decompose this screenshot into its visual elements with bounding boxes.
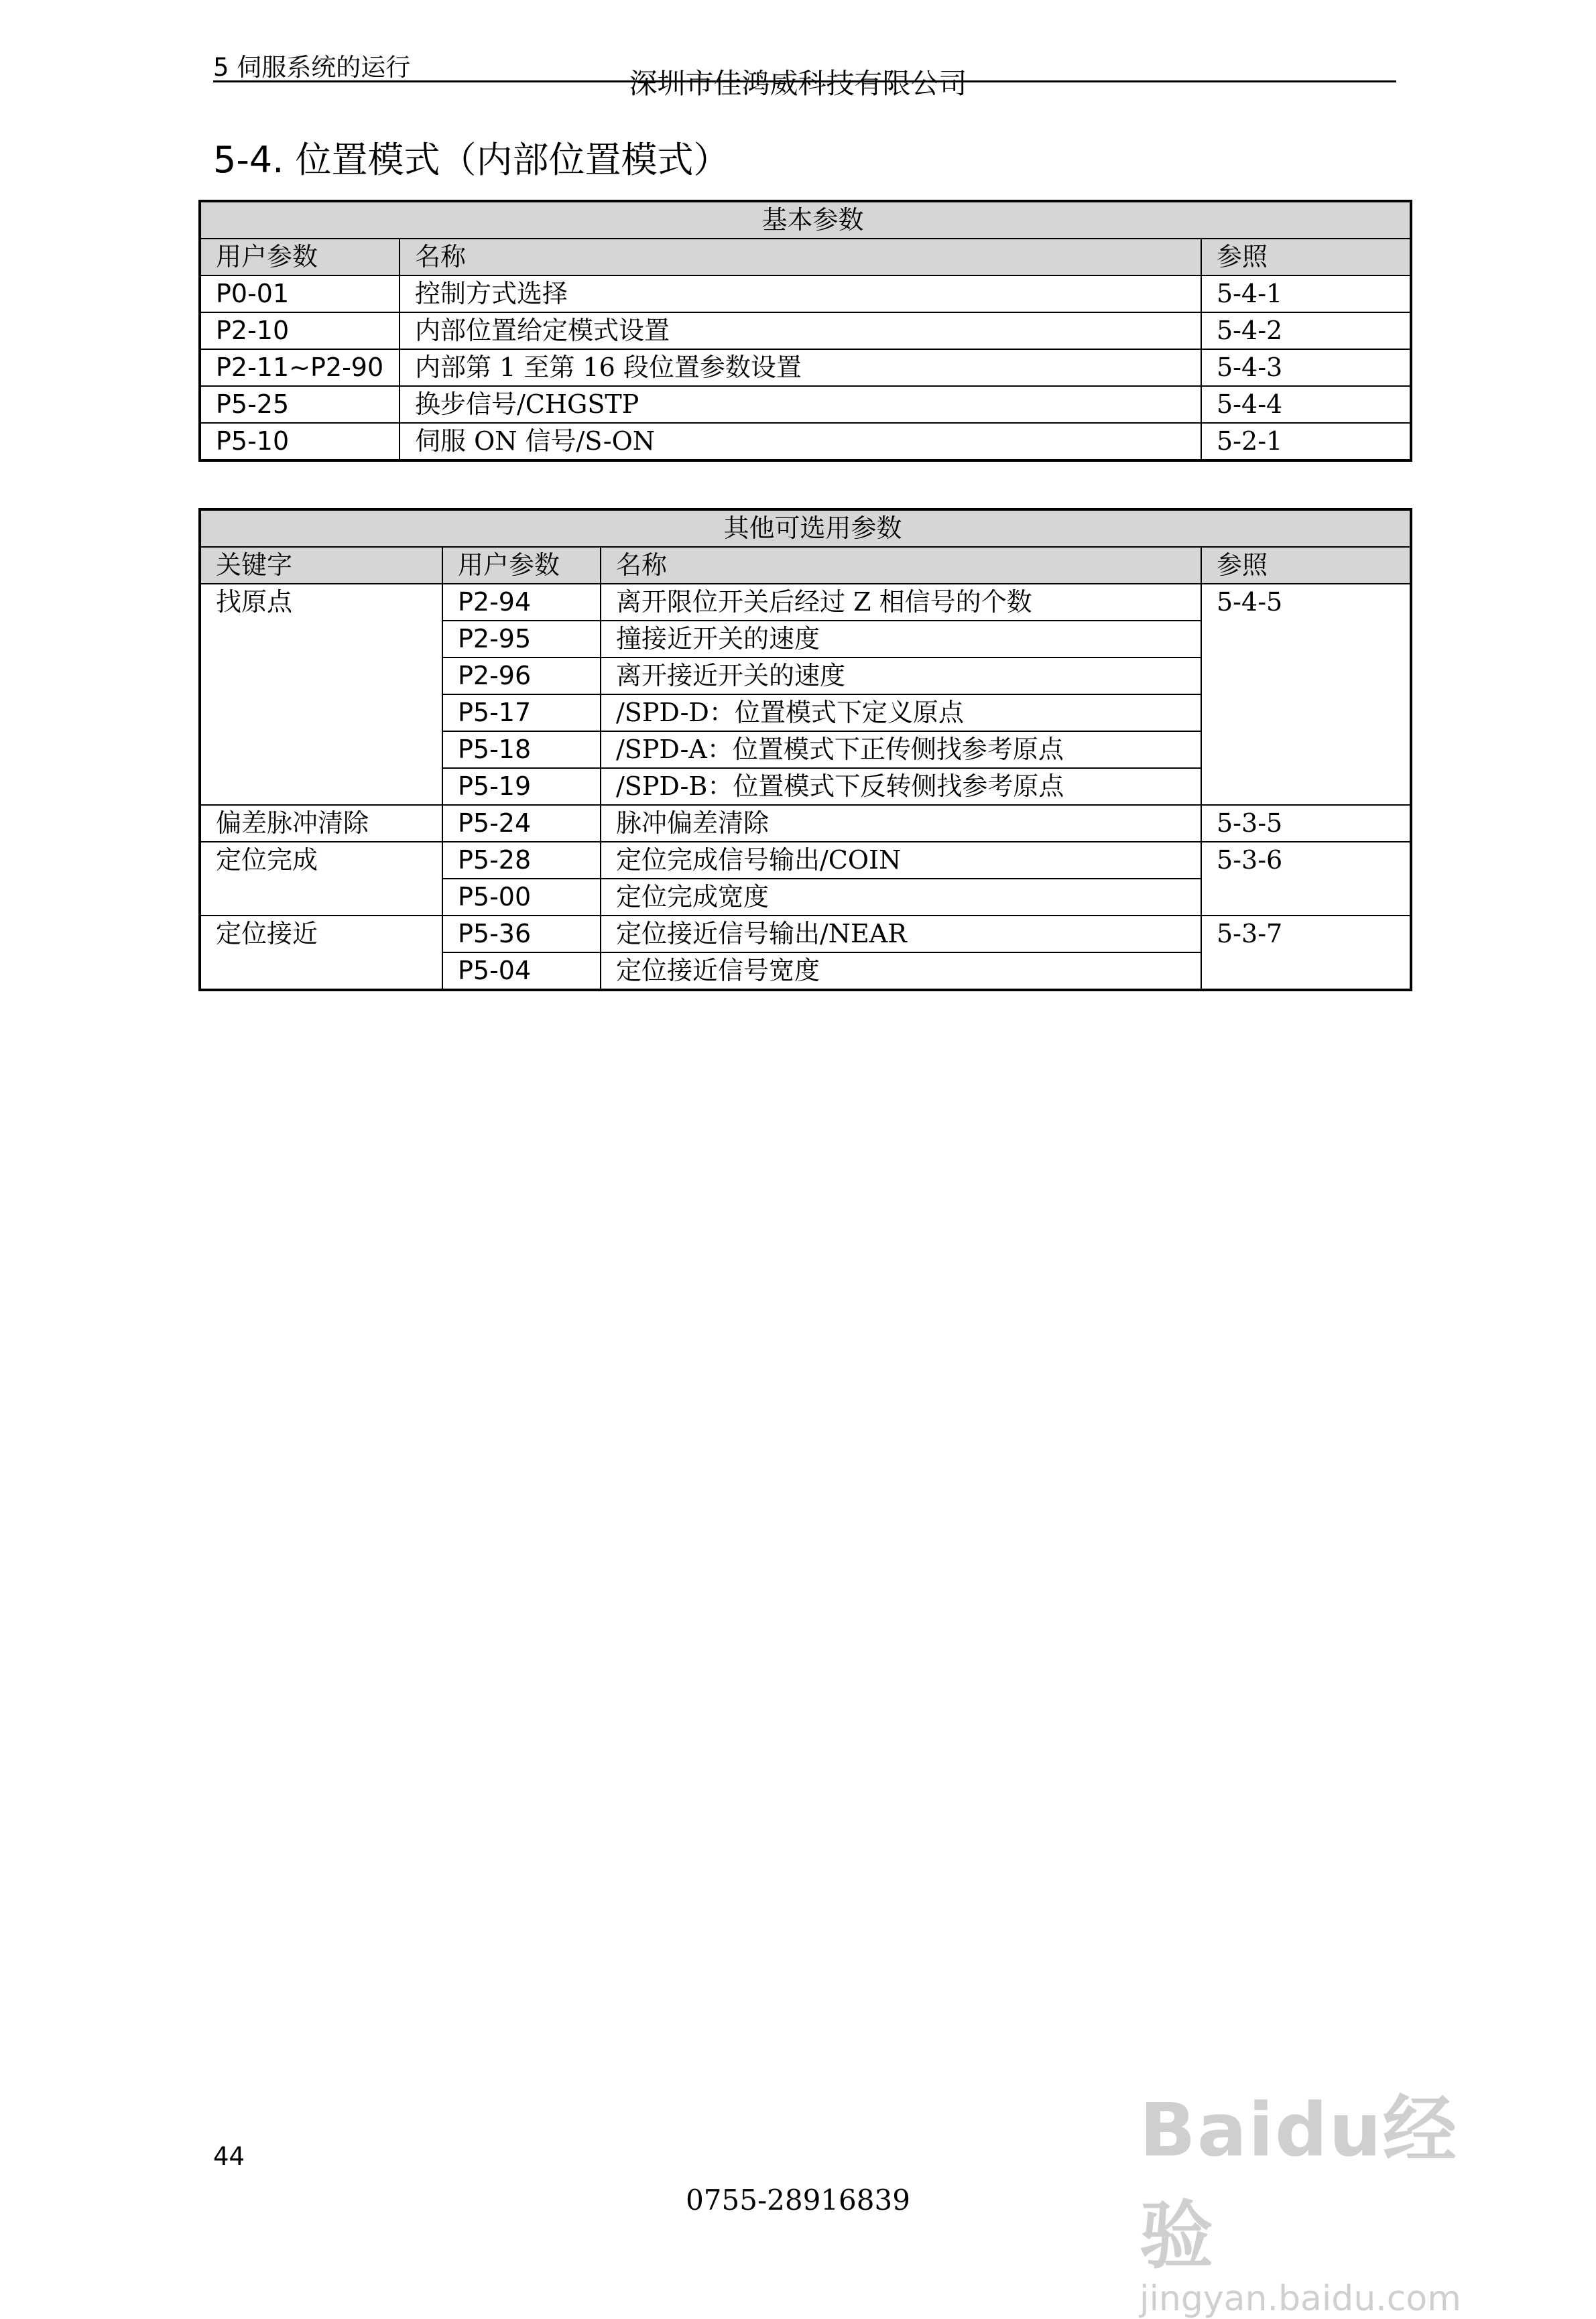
column-header: 名称 (400, 239, 1201, 275)
table-row (200, 842, 1411, 879)
keyword-cell: 定位完成 (200, 842, 442, 916)
param-name-cell: 内部位置给定模式设置 (400, 312, 1201, 349)
page-number: 44 (213, 2142, 245, 2171)
param-code-cell: P5-17 (442, 694, 601, 731)
param-code-cell: P5-04 (442, 952, 601, 990)
param-code-cell: P5-18 (442, 731, 601, 768)
column-header: 用户参数 (200, 239, 400, 275)
reference-cell: 5-3-6 (1201, 842, 1411, 916)
table-row (200, 916, 1411, 952)
param-name-cell: /SPD-B：位置模式下反转侧找参考原点 (601, 768, 1201, 805)
reference-cell: 5-4-4 (1201, 386, 1411, 423)
column-header: 用户参数 (442, 547, 601, 584)
keyword-cell: 偏差脉冲清除 (200, 805, 442, 842)
section-title: 5-4. 位置模式（内部位置模式） (213, 139, 730, 181)
param-name-cell: 撞接近开关的速度 (601, 621, 1201, 657)
param-name-cell: /SPD-D：位置模式下定义原点 (601, 694, 1201, 731)
watermark-url: jingyan.baidu.com (1140, 2279, 1461, 2319)
table-row (200, 349, 1411, 386)
table-row (200, 584, 1411, 621)
reference-cell: 5-4-3 (1201, 349, 1411, 386)
table-title-row (200, 509, 1411, 547)
keyword-cell: 定位接近 (200, 916, 442, 990)
param-name-cell: 离开接近开关的速度 (601, 657, 1201, 694)
param-code-cell: P2-94 (442, 584, 601, 621)
baidu-watermark (1140, 2071, 1515, 2319)
param-code-cell: P2-10 (200, 312, 400, 349)
param-name-cell: /SPD-A：位置模式下正传侧找参考原点 (601, 731, 1201, 768)
reference-cell: 5-4-2 (1201, 312, 1411, 349)
param-name-cell: 离开限位开关后经过 Z 相信号的个数 (601, 584, 1201, 621)
table-row (200, 386, 1411, 423)
table-row (200, 275, 1411, 312)
table-title: 其他可选用参数 (200, 509, 1411, 547)
table-header-row (200, 547, 1411, 584)
param-name-cell: 换步信号/CHGSTP (400, 386, 1201, 423)
header-divider (213, 80, 1396, 82)
reference-cell: 5-4-5 (1201, 584, 1411, 805)
param-code-cell: P5-19 (442, 768, 601, 805)
column-header: 关键字 (200, 547, 442, 584)
param-code-cell: P5-36 (442, 916, 601, 952)
param-name-cell: 定位接近信号宽度 (601, 952, 1201, 990)
param-name-cell: 定位完成信号输出/COIN (601, 842, 1201, 879)
basic-parameters-table (198, 200, 1412, 462)
table-row (200, 805, 1411, 842)
param-code-cell: P2-11~P2-90 (200, 349, 400, 386)
chapter-header: 5 伺服系统的运行 (213, 53, 411, 82)
table-header-row (200, 239, 1411, 275)
table-row (200, 423, 1411, 460)
reference-cell: 5-3-5 (1201, 805, 1411, 842)
param-name-cell: 控制方式选择 (400, 275, 1201, 312)
param-code-cell: P5-00 (442, 879, 601, 916)
table-title-row (200, 201, 1411, 239)
company-name: 深圳市佳鸿威科技有限公司 (629, 67, 967, 100)
table-row (200, 312, 1411, 349)
param-code-cell: P5-25 (200, 386, 400, 423)
table-title: 基本参数 (200, 201, 1411, 239)
param-name-cell: 定位完成宽度 (601, 879, 1201, 916)
param-code-cell: P5-10 (200, 423, 400, 460)
reference-cell: 5-3-7 (1201, 916, 1411, 990)
column-header: 参照 (1201, 239, 1411, 275)
reference-cell: 5-2-1 (1201, 423, 1411, 460)
param-name-cell: 脉冲偏差清除 (601, 805, 1201, 842)
watermark-logo-text: Baidu经验 (1140, 2087, 1458, 2279)
column-header: 参照 (1201, 547, 1411, 584)
param-name-cell: 定位接近信号输出/NEAR (601, 916, 1201, 952)
optional-parameters-table (198, 508, 1412, 991)
param-name-cell: 内部第 1 至第 16 段位置参数设置 (400, 349, 1201, 386)
column-header: 名称 (601, 547, 1201, 584)
param-name-cell: 伺服 ON 信号/S-ON (400, 423, 1201, 460)
keyword-cell: 找原点 (200, 584, 442, 805)
reference-cell: 5-4-1 (1201, 275, 1411, 312)
param-code-cell: P5-28 (442, 842, 601, 879)
param-code-cell: P0-01 (200, 275, 400, 312)
param-code-cell: P2-96 (442, 657, 601, 694)
footer-phone: 0755-28916839 (686, 2184, 910, 2216)
param-code-cell: P5-24 (442, 805, 601, 842)
param-code-cell: P2-95 (442, 621, 601, 657)
